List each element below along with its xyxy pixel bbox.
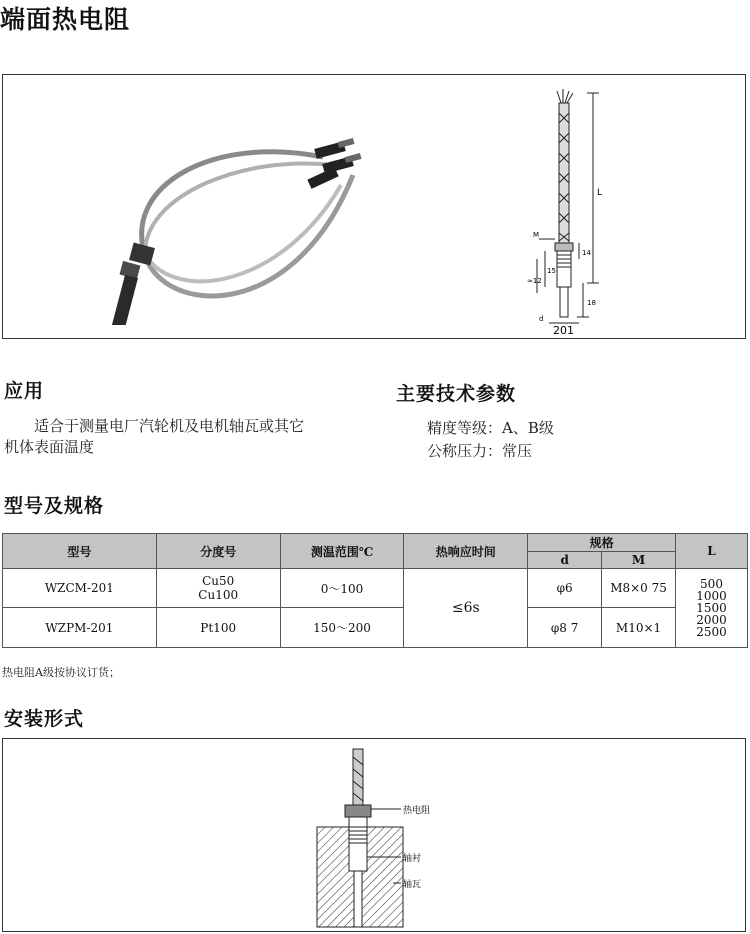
dimension-drawing [513,83,623,335]
header-d: d [528,552,602,569]
row2-M: M10×1 [602,608,676,648]
row2-model: WZPM-201 [3,608,157,648]
header-M: M [602,552,676,569]
dim-label-12: ≈12 [527,277,542,285]
L-value: 2000 [696,613,727,627]
install-heading: 安装形式 [4,708,85,730]
table-note: 热电阻A级按协议订货； [2,666,120,679]
dim-label-M: M [533,231,540,239]
row1-d: φ6 [528,569,602,608]
label-liner: 轴衬 [403,854,422,864]
product-figure-box [2,74,746,339]
accuracy-text: 精度等级：A、B级 [427,419,554,437]
models-heading: 型号及规格 [4,495,105,517]
row1-graduation [156,569,280,608]
install-drawing [303,747,463,931]
header-response: 热响应时间 [404,534,528,569]
dim-label-d: d [539,315,544,323]
params-heading: 主要技术参数 [396,383,517,405]
dim-label-18: 18 [587,299,596,307]
dim-label-L: L [597,188,603,198]
row1-model: WZCM-201 [3,569,157,608]
spec-table [2,533,748,648]
application-text-line1: 适合于测量电厂汽轮机及电机轴瓦或其它 [34,417,305,435]
application-heading: 应用 [4,380,45,402]
response-time: ≤6s [404,569,528,648]
L-values [676,569,748,648]
page-title: 端面热电阻 [0,5,131,34]
row1-graduation-2: Cu100 [198,588,239,602]
label-rtd: 热电阻 [403,806,431,816]
product-photo [83,115,383,325]
dim-label-14: 14 [582,249,591,257]
row1-graduation-1: Cu50 [202,574,235,588]
header-L: L [676,534,748,569]
model-label: 201 [553,324,574,335]
header-graduation: 分度号 [156,534,280,569]
row1-range: 0～100 [280,569,404,608]
application-text-line2: 机体表面温度 [4,438,95,456]
L-value: 1500 [696,601,727,615]
L-value: 1000 [696,589,727,603]
L-value: 500 [700,577,723,591]
pressure-text: 公称压力：常压 [427,442,533,460]
dim-label-15: 15 [547,267,556,275]
row1-M: M8×0 75 [602,569,676,608]
header-range: 测温范围℃ [280,534,404,569]
row2-d: φ8 7 [528,608,602,648]
label-tile: 轴瓦 [403,880,422,890]
install-figure-box [2,738,746,932]
row2-graduation: Pt100 [156,608,280,648]
header-spec: 规格 [528,534,676,552]
header-model: 型号 [3,534,157,569]
L-value: 2500 [696,625,727,639]
row2-range: 150～200 [280,608,404,648]
